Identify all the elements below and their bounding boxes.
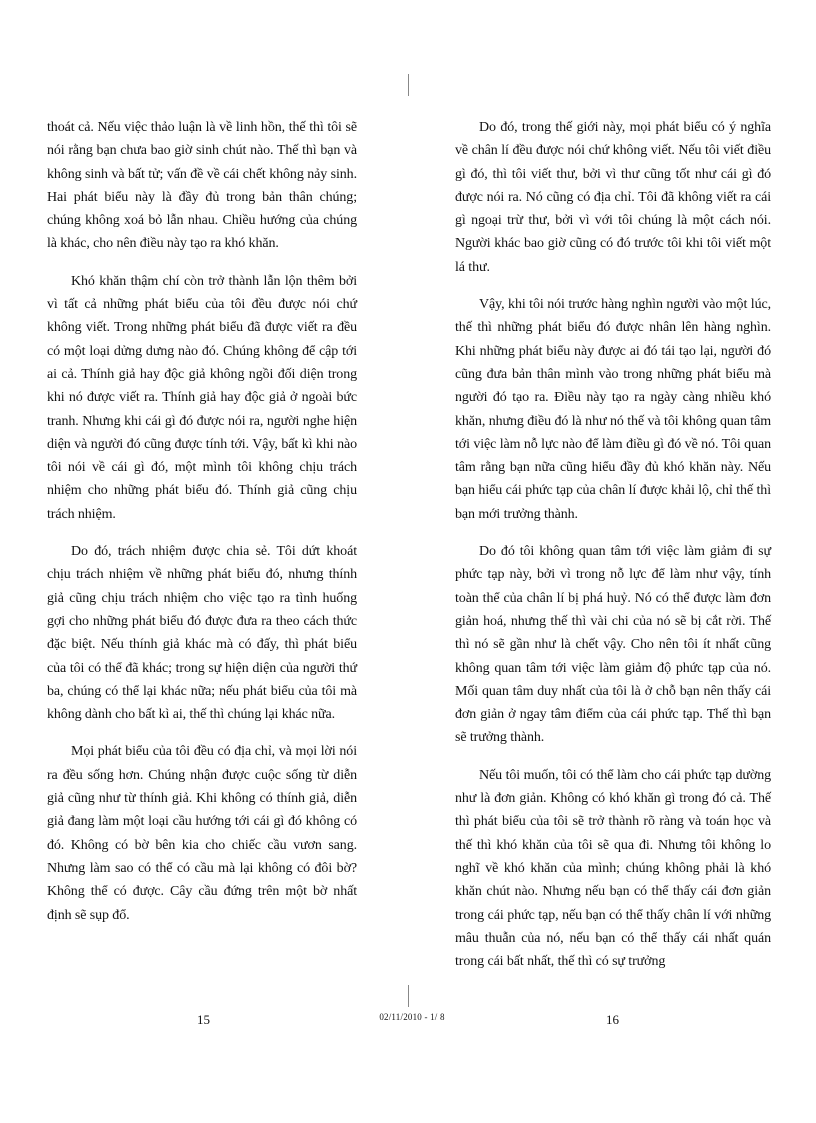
left-paragraph-3: Do đó, trách nhiệm được chia sẻ. Tôi dứt khoát chịu trách nhiệm về những phát biểu đó, nhưng thính giả cũng chịu trách nhiệm cho việc tạo ra tình huống gợi cho những phát biểu đó được đưa ra theo cách thức đặc biệt. Nếu thính giả khác mà có đấy, thì phát biểu của tôi có thể đã khác; trong sự hiện diện của người thứ ba, chúng có thể lại khác nữa; nếu phát biểu của tôi mà không dành cho bất kì ai, thế thì chúng lại khác nữa. <box>47 544 357 723</box>
right-paragraph-4: Nếu tôi muốn, tôi có thể làm cho cái phức tạp dường như là đơn giản. Không có khó khăn gì trong đó cả. Thế thì phát biểu của tôi sẽ trở thành rõ ràng và toán học và thế thì khó khăn của tôi sẽ qua đi. Nhưng tôi không lo nghĩ về khó khăn của mình; chúng không phải là khó khăn chút nào. Nhưng nếu bạn có thể thấy cái đơn giản trong cái phức tạp, nếu bạn có thể thấy chân lí với những mâu thuẫn của nó, nếu bạn có thể thấy cái nhất quán trong cái bất nhất, thế thì có sự trưởng <box>455 767 771 970</box>
right-page-number: 16 <box>606 1012 619 1027</box>
center-divider-top <box>408 74 409 96</box>
left-page-column <box>47 116 357 941</box>
footer-date: 02/11/2010 - 1/ 8 <box>379 1012 445 1022</box>
right-page-column <box>455 116 771 987</box>
center-divider-bottom <box>408 985 409 1007</box>
left-paragraph-4: Mọi phát biểu của tôi đều có địa chỉ, và mọi lời nói ra đều sống hơn. Chúng nhận được cuộc sống từ diễn giả cũng như từ thính giả. Khi không có thính giả, diễn giả đang làm một loại cầu hướng tới cái gì đó không có đó. Không có bờ bên kia cho chiếc cầu vươn sang. Nhưng làm sao có thể có cầu mà lại không có đôi bờ? Không thể có được. Cây cầu đứng trên một bờ nhất định sẽ sụp đổ. <box>47 744 357 923</box>
right-paragraph-3: Do đó tôi không quan tâm tới việc làm giảm đi sự phức tạp này, bởi vì trong nỗ lực để làm như vậy, tính toàn thể của chân lí bị phá huỷ. Nó có thể được làm đơn giản hoá, nhưng thế thì vài chi của nó sẽ bị cắt rời. Thế thì nó sẽ gần như là chết vậy. Cho nên tôi ít nhất cũng không quan tâm tới việc làm giảm độ phức tạp của nó. Mối quan tâm duy nhất của tôi là ở chỗ bạn nên thấy cái đơn giản ở ngay tâm điểm của cái phức tạp. Thế thì bạn sẽ trưởng thành. <box>455 544 771 746</box>
right-paragraph-1: Do đó, trong thế giới này, mọi phát biểu có ý nghĩa về chân lí đều được nói chứ không viết. Nếu tôi viết điều gì đó, thì tôi viết thư, bởi vì thư cũng tốt như cái gì đó được nói ra. Nó cũng có địa chỉ. Tôi đã không viết ra cái gì ngoại trừ thư, bởi vì với tôi chúng là một cách nói. Người khác bao giờ cũng có đó trước tôi khi tôi viết một lá thư. <box>455 120 771 275</box>
left-paragraph-1: thoát cả. Nếu việc thảo luận là về linh hồn, thế thì tôi sẽ nói rằng bạn chưa bao giờ sinh chút nào. Thế thì bạn và không sinh và bất tử; vấn đề về cái chết không nảy sinh. Hai phát biểu này là đầy đủ trong bản thân chúng; chúng không xoá bỏ lẫn nhau. Chiều hướng của chúng là khác, cho nên điều này tạo ra khó khăn. <box>47 120 357 252</box>
right-paragraph-2: Vậy, khi tôi nói trước hàng nghìn người vào một lúc, thế thì những phát biểu đó được nhân lên hàng nghìn. Khi những phát biểu này được ai đó tái tạo lại, người đó cũng đưa bản thân mình vào trong những phát biểu mà người đó tạo ra. Điều này tạo ra ngày càng nhiều khó khăn, nhưng điều đó là như nó thế và tôi không quan tâm tới việc làm nỗ lực nào để làm điều gì đó về nó. Tôi quan tâm rằng bạn nữa cũng hiểu đầy đủ khó khăn này. Nếu bạn hiểu cái phức tạp của chân lí được khải lộ, chỉ thế thì bạn mới trưởng thành. <box>455 297 771 522</box>
left-paragraph-2: Khó khăn thậm chí còn trở thành lẫn lộn thêm bởi vì tất cả những phát biểu của tôi đều được nói chứ không viết. Trong những phát biểu đã được viết ra đều có một loại dửng dưng nào đó. Chúng không để cập tới ai cả. Thính giả hay độc giả không ngồi đối diện trong khi nó được viết ra. Thính giả hay độc giả ở ngoài bức tranh. Nhưng khi cái gì đó được nói ra, người nghe hiện diện và người đó cũng được tính tới. Vậy, bất kì khi nào tôi nói về cái gì đó, một mình tôi không chịu trách nhiệm cho những phát biểu đó. Thính giả cũng chịu trách nhiệm. <box>47 273 357 522</box>
left-page-number: 15 <box>197 1012 210 1027</box>
